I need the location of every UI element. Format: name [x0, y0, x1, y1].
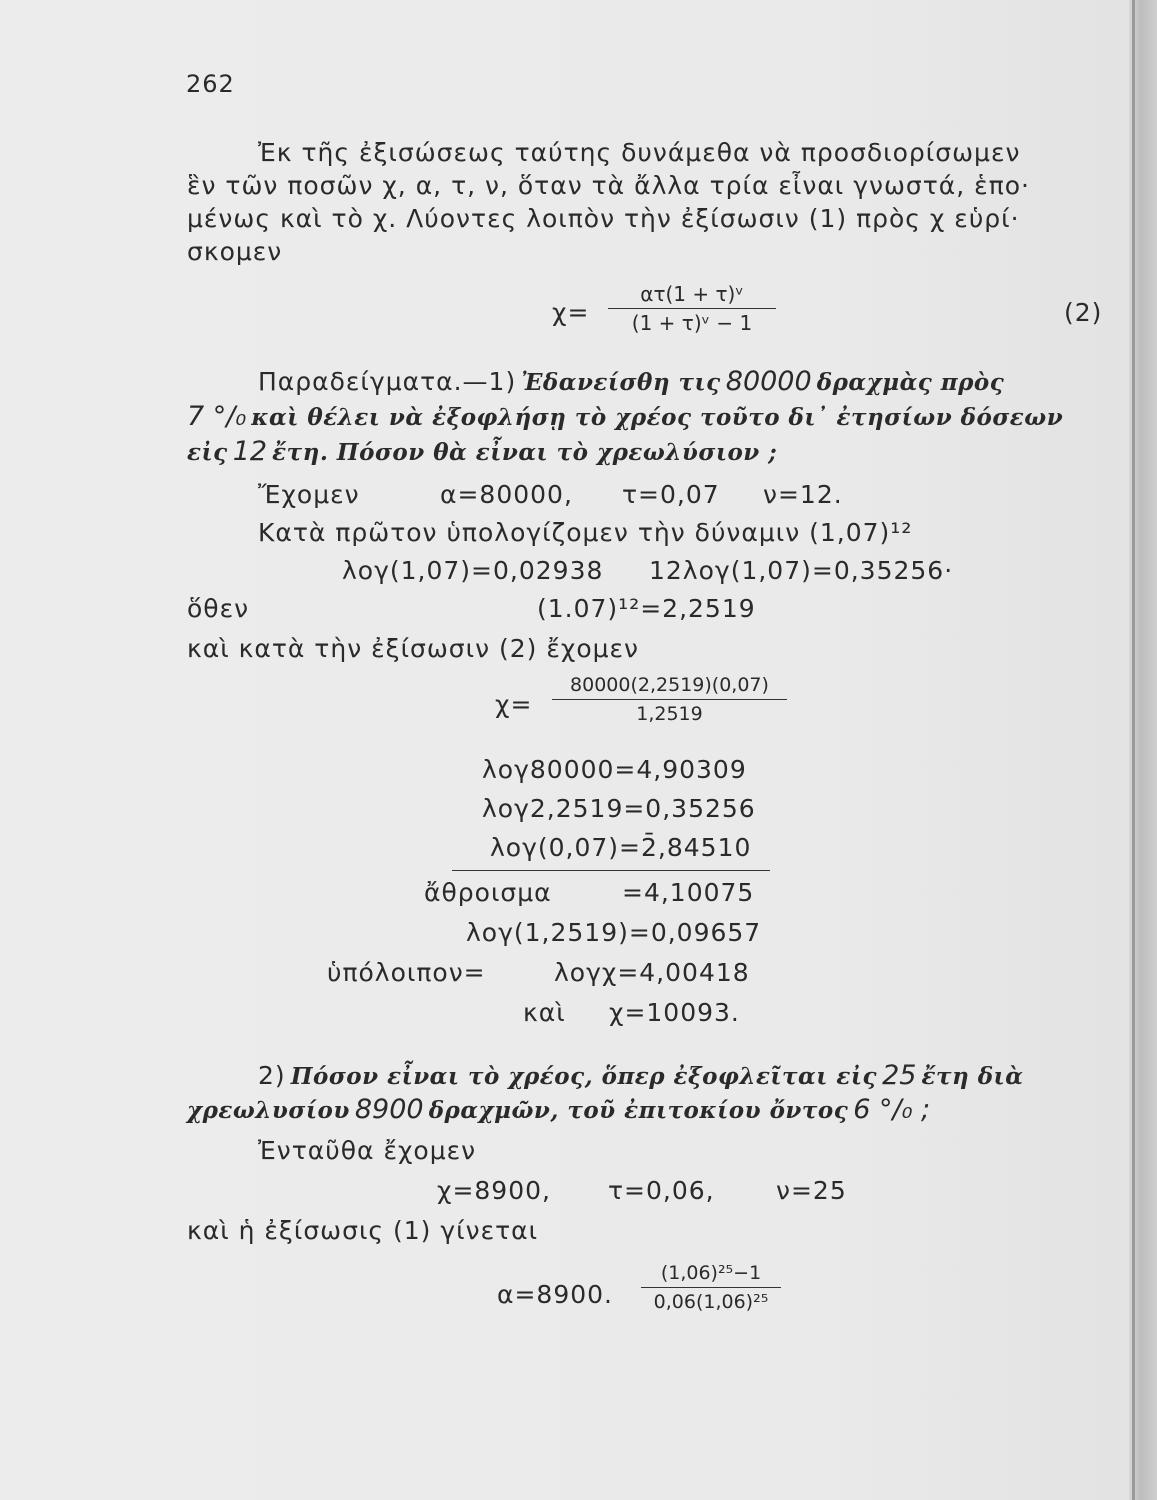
example1-problem-line1: [258, 366, 1004, 397]
examples-heading: Παραδείγματα.—1): [258, 367, 517, 396]
formula2-denominator: (1 + τ)ᵛ − 1: [631, 311, 753, 335]
example2-text-b: ἔτη διὰ: [921, 1063, 1024, 1090]
intro-line-4: σκομεν: [187, 237, 283, 266]
formula2-fraction: [608, 282, 776, 335]
example2-have-x: χ=8900,: [437, 1176, 551, 1205]
example2-text-d: δραχμῶν, τοῦ ἐπιτοκίου ὄντος: [428, 1097, 849, 1124]
example2-frac-lhs: α=8900.: [497, 1280, 613, 1309]
example1-text-c: καὶ θέλει νὰ ἐξοφλήσῃ τὸ χρέος τοῦτο δι᾽ ἐτησίων δόσεων: [251, 404, 1064, 431]
example1-remainder-label: ὑπόλοιπον=: [327, 958, 486, 987]
example2-eq-becomes: καὶ ἡ ἐξίσωσις (1) γίνεται: [187, 1216, 539, 1245]
example1-log-a: λογ(1,07)=0,02938: [342, 556, 604, 585]
example2-years: 25: [882, 1060, 917, 1091]
example1-sum-value: =4,10075: [622, 878, 755, 907]
intro-line-3: μένως καὶ τὸ χ. Λύοντες λοιπὸν τὴν ἐξίσωσιν (1) πρὸς χ εὑρί·: [187, 204, 1020, 233]
example1-remainder-value: λογχ=4,00418: [554, 958, 750, 987]
example1-text-a: Ἐδανείσθη τις: [521, 369, 721, 396]
example2-number: 2): [258, 1061, 286, 1090]
example1-have-t: τ=0,07: [622, 480, 720, 509]
example1-log-den: λογ(1,2519)=0,09657: [466, 918, 762, 947]
example1-problem-line2: [187, 401, 1063, 432]
example1-problem-line3: [187, 436, 777, 467]
example2-have-t: τ=0,06,: [608, 1176, 715, 1205]
sum-rule: [452, 870, 770, 871]
page-number: 262: [186, 70, 235, 98]
example1-log-b: 12λογ(1,07)=0,35256·: [649, 556, 954, 585]
example1-log-line-3: λογ(0,07)=2̄,84510: [490, 833, 752, 862]
example1-frac-lhs: χ=: [495, 690, 533, 719]
example1-years: 12: [232, 436, 268, 467]
example1-have-a: α=80000,: [440, 480, 573, 509]
formula2-numerator: ατ(1 + τ)ᵛ: [640, 282, 744, 306]
formula2-lhs: χ=: [552, 298, 590, 327]
intro-line-1: Ἐκ τῆς ἐξισώσεως ταύτης δυνάμεθα νὰ προσδιορίσωμεν: [258, 138, 1021, 167]
example1-sum-label: ἄθροισμα: [424, 878, 552, 907]
example1-amount: 80000: [725, 366, 812, 397]
example1-and-label: καὶ: [523, 998, 566, 1027]
example1-first-compute: Κατὰ πρῶτον ὑπολογίζομεν τὴν δύναμιν (1,07)¹²: [258, 518, 913, 547]
example2-rate: 6 °/₀ ;: [853, 1094, 931, 1125]
page-edge-line: [1132, 0, 1135, 1500]
example1-text-d: εἰς: [187, 439, 228, 466]
example1-text-b: δραχμὰς πρὸς: [816, 369, 1005, 396]
example1-have-label: Ἔχομεν: [258, 480, 360, 509]
example2-text-c: χρεωλυσίου: [187, 1097, 350, 1124]
example2-frac-denominator: 0,06(1,06)²⁵: [653, 1291, 769, 1313]
example2-text-a: Πόσον εἶναι τὸ χρέος, ὅπερ ἐξοφλεῖται εἰς: [290, 1063, 877, 1090]
example2-problem-line2: [187, 1094, 930, 1125]
example1-final: χ=10093.: [609, 998, 740, 1027]
formula2-bar: [608, 308, 776, 309]
example2-frac-numerator: (1,06)²⁵−1: [660, 1262, 762, 1284]
example2-problem-line1: [258, 1060, 1023, 1091]
example1-hence: ὅθεν: [187, 594, 250, 623]
example2-fraction: [641, 1262, 781, 1313]
example2-frac-bar: [641, 1287, 781, 1288]
example1-frac-numerator: 80000(2,2519)(0,07): [570, 674, 769, 696]
intro-line-2: ἓν τῶν ποσῶν χ, α, τ, ν, ὅταν τὰ ἄλλα τρία εἶναι γνωστά, ἑπο·: [187, 171, 1030, 200]
example2-have-n: ν=25: [776, 1176, 847, 1205]
example1-have-n: ν=12.: [763, 480, 843, 509]
example1-log-line-2: λογ2,2519=0,35256: [482, 794, 756, 823]
example1-frac-bar: [552, 699, 787, 700]
example1-text-e: ἔτη. Πόσον θὰ εἶναι τὸ χρεωλύσιον ;: [272, 439, 778, 466]
formula2-label: (2): [1064, 298, 1103, 327]
example1-rate: 7 °/₀: [187, 401, 247, 432]
example1-log-line-1: λογ80000=4,90309: [482, 755, 747, 784]
example1-fraction: [552, 674, 787, 725]
example2-amount: 8900: [354, 1094, 424, 1125]
example1-power-result: (1.07)¹²=2,2519: [537, 594, 756, 623]
example1-frac-denominator: 1,2519: [636, 703, 703, 725]
example2-here: Ἐνταῦθα ἔχομεν: [258, 1136, 477, 1165]
example1-by-equation: καὶ κατὰ τὴν ἐξίσωσιν (2) ἔχομεν: [187, 634, 640, 663]
